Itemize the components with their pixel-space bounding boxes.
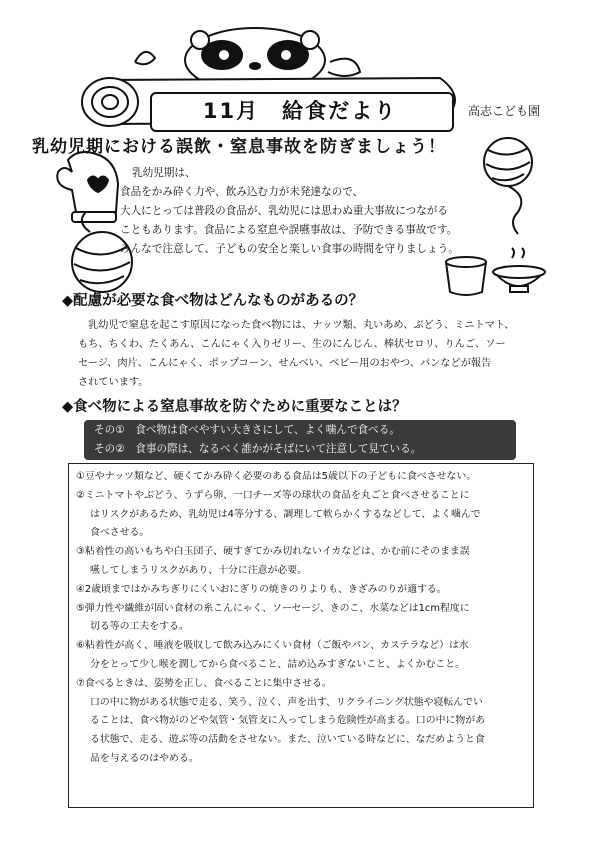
main-headline: 乳幼児期における誤飲・窒息事故を防ぎましょう！	[32, 137, 446, 157]
tip-line: る状態で、走る、遊ぶ等の活動をさせない。また、泣いている時などに、なだめようと食	[90, 734, 485, 746]
cup-icon	[446, 257, 486, 295]
section1-line: もち、ちくわ、たくあん、こんにゃく入りゼリー、生のにんじん、棒状セロリ、りんご、ソー	[78, 339, 506, 350]
intro-line: こともあります。食品による窒息や誤嚥事故は、予防できる事故です。	[120, 224, 458, 236]
tip-line: はリスクがあるため、乳幼児は4等分する、調理して軟らかくするなどして、よく噛んで	[90, 508, 481, 520]
tip-line: ることは、食べ物がのどや気管・気管支に入ってしまう危険性が高まる。口の中に物があ	[90, 715, 486, 727]
tip-line: ⑦食べるときは、姿勢を正し、食べることに集中させる。	[76, 677, 332, 689]
tip-line: ②ミニトマトやぶどう、うずら卵、一口チーズ等の球状の食品を丸ごと食べさせることに	[76, 489, 470, 501]
tip-line: 切る等の工夫をする。	[90, 621, 189, 633]
intro-paragraph	[120, 164, 500, 259]
intro-line: 乳幼児期は、	[132, 167, 196, 179]
tip-line: 品を与えるのはやめる。	[90, 752, 199, 764]
key-points-box	[84, 420, 516, 460]
intro-line: 食品をかみ砕く力や、飲み込む力が未発達なので、	[120, 186, 364, 198]
newsletter-title: 11月 給食だより	[202, 99, 398, 123]
key-point: その① 食べ物は食べやすい大きさにして、よく噛んで食べる。	[94, 424, 400, 436]
section2-heading: ◆食べ物による窒息事故を防ぐために重要なことは？	[62, 399, 407, 415]
tip-line: 口の中に物がある状態で走る、笑う、泣く、声を出す、リクライニング状態や寝転んでい	[90, 696, 483, 708]
tip-line: ①豆やナッツ類など、硬くてかみ砕く必要のある食品は5歳以下の子どもに食べさせない。	[76, 471, 477, 482]
intro-line: みんなで注意して、子どもの安全と楽しい食事の時間を守りましょう。	[120, 243, 459, 255]
tip-line: 嚥してしまうリスクがあり、十分に注意が必要。	[90, 564, 308, 576]
school-name: 高志こども園	[468, 104, 541, 118]
section1-heading: ◆配慮が必要な食べ物はどんなものがあるの？	[62, 293, 364, 309]
section1-paragraph	[78, 316, 550, 392]
key-point: その② 食事の際は、なるべく誰かがそばにいて注意して見ている。	[94, 443, 422, 455]
section1-line: されています。	[78, 377, 149, 388]
tip-line: 食べさせる。	[90, 527, 150, 539]
section1-line: 乳幼児で窒息を起こす原因になった食べ物には、ナッツ類、丸いあめ、ぶどう、ミニトマト、	[88, 320, 515, 331]
tip-line: 分をとって少し喉を潤してから食べること、詰め込みすぎないこと、よくかむこと。	[90, 658, 466, 670]
tip-line: ④2歳頃まではかみちぎりにくいおにぎりの焼きのりよりも、きざみのりが適する。	[76, 583, 447, 595]
intro-line: 大人にとっては普段の食品が、乳幼児には思わぬ重大事故につながる	[120, 205, 448, 217]
tip-line: ③粘着性の高いもちや白玉団子、硬すぎてかみ切れないイカなどは、かむ前にそのまま誤	[76, 546, 470, 558]
section1-line: セージ、肉片、こんにゃく、ポップコーン、せんべい、ベビー用のおやつ、パンなどが報告	[78, 358, 492, 369]
tips-list	[76, 468, 532, 769]
tip-line: ⑤弾力性や繊維が固い食材の糸こんにゃく、ソーセージ、きのこ、水菜などは1cm程度に	[76, 602, 470, 614]
tip-line: ⑥粘着性が高く、唾液を吸収して飲み込みにくい食材（ご飯やパン、カステラなど）は水	[76, 640, 469, 652]
mitten-icon	[57, 152, 118, 222]
soup-bowl-icon	[493, 248, 545, 292]
